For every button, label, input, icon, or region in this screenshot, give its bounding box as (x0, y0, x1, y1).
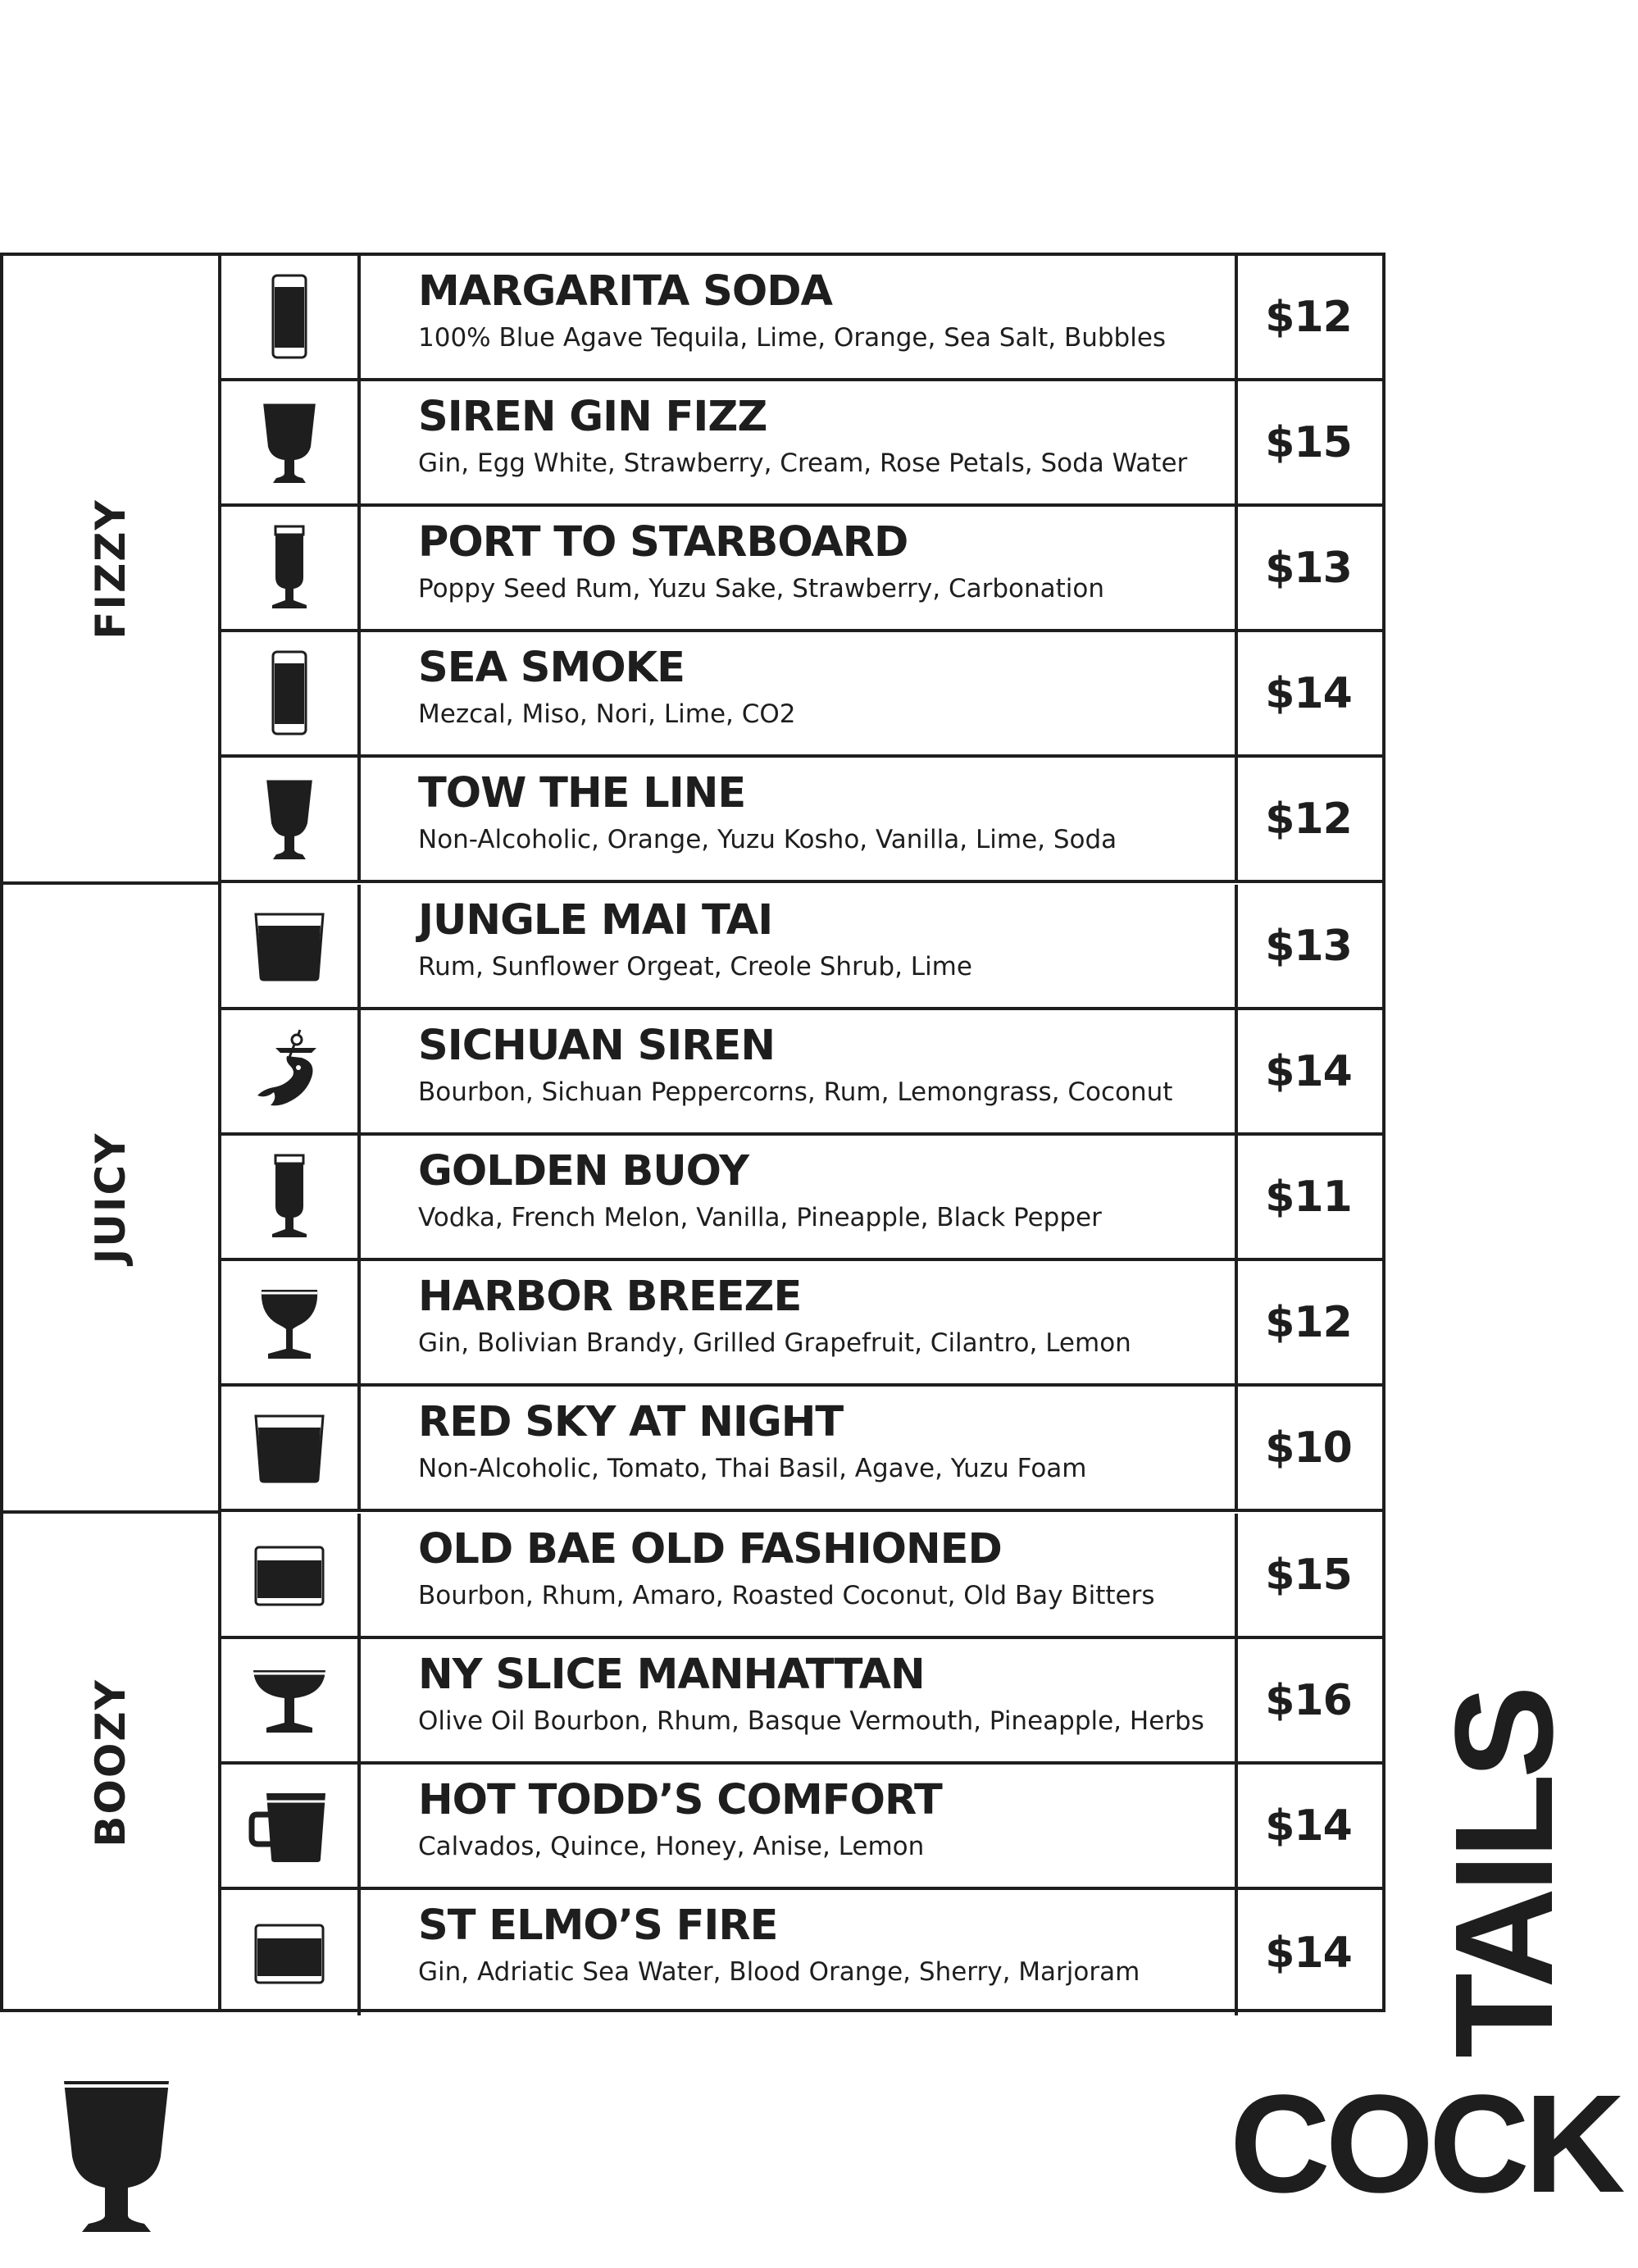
drink-ingredients: Bourbon, Sichuan Peppercorns, Rum, Lemongrass, Coconut (418, 1077, 1173, 1107)
drink-price: $12 (1235, 256, 1379, 378)
collins-glass-icon (265, 649, 314, 739)
drink-price: $13 (1235, 507, 1379, 629)
drink-text (418, 1901, 1287, 1988)
category-boozy (0, 1514, 221, 2012)
drink-price: $14 (1235, 1890, 1379, 2015)
drink-name: HARBOR BREEZE (418, 1273, 802, 1321)
menu-row (221, 256, 1382, 381)
drink-ingredients: Gin, Egg White, Strawberry, Cream, Rose Petals, Soda Water (418, 449, 1188, 478)
drink-text (418, 518, 1287, 605)
drink-ingredients: Poppy Seed Rum, Yuzu Sake, Strawberry, Carbonation (418, 574, 1104, 603)
drink-text (418, 393, 1287, 480)
menu-row (221, 1765, 1382, 1890)
glass-icon-cell (221, 1261, 361, 1383)
drink-price: $15 (1235, 381, 1379, 503)
drink-name: SIREN GIN FIZZ (418, 393, 767, 441)
drink-name: PORT TO STARBOARD (418, 518, 908, 567)
drink-text (418, 1273, 1287, 1359)
menu-row (221, 381, 1382, 507)
drink-ingredients: Gin, Bolivian Brandy, Grilled Grapefruit, Cilantro, Lemon (418, 1328, 1131, 1358)
category-label: JUICY (87, 1132, 134, 1264)
drink-name: JUNGLE MAI TAI (418, 896, 773, 945)
glass-icon-cell (221, 1387, 361, 1509)
drink-name: ST ELMO’S FIRE (418, 1901, 778, 1950)
rocks-glass-icon (253, 1920, 326, 1986)
menu-row (221, 1514, 1382, 1639)
menu-row (221, 507, 1382, 632)
drink-name: SICHUAN SIREN (418, 1022, 776, 1070)
drink-name: OLD BAE OLD FASHIONED (418, 1525, 1002, 1573)
footed-tall-glass-icon (261, 523, 318, 613)
drink-text (418, 1651, 1287, 1737)
drink-ingredients: Vodka, French Melon, Vanilla, Pineapple, Black Pepper (418, 1203, 1102, 1232)
drink-price: $16 (1235, 1639, 1379, 1761)
drink-ingredients: Gin, Adriatic Sea Water, Blood Orange, Sherry, Marjoram (418, 1957, 1140, 1987)
drink-name: NY SLICE MANHATTAN (418, 1651, 925, 1699)
drink-ingredients: Calvados, Quince, Honey, Anise, Lemon (418, 1832, 925, 1861)
tumbler-glass-icon (253, 1411, 326, 1485)
drink-price: $14 (1235, 1765, 1379, 1887)
goblet-glass-icon (257, 774, 322, 864)
glass-icon-cell (221, 1890, 361, 2015)
drink-text (418, 1398, 1287, 1485)
drink-price: $12 (1235, 1261, 1379, 1383)
drink-price: $15 (1235, 1514, 1379, 1636)
rocks-glass-icon (253, 1542, 326, 1608)
drink-text (418, 1525, 1287, 1612)
drink-name: MARGARITA SODA (418, 267, 833, 316)
drink-ingredients: Bourbon, Rhum, Amaro, Roasted Coconut, Old Bay Bitters (418, 1581, 1155, 1610)
glass-icon-cell (221, 632, 361, 754)
mug-glass-icon (248, 1787, 330, 1865)
menu-row (221, 1387, 1382, 1512)
menu-row (221, 1890, 1382, 2015)
glass-icon-cell (221, 758, 361, 880)
menu-row (221, 1639, 1382, 1765)
drink-text (418, 769, 1287, 856)
drink-price: $14 (1235, 1010, 1379, 1132)
goblet-glass-icon (59, 2074, 174, 2238)
cocktail-menu-table (0, 253, 1385, 2012)
glass-icon-cell (221, 256, 361, 378)
glass-icon-cell (221, 1136, 361, 1258)
drink-name: HOT TODD’S COMFORT (418, 1776, 942, 1824)
drink-ingredients: Olive Oil Bourbon, Rhum, Basque Vermouth, Pineapple, Herbs (418, 1706, 1204, 1736)
footed-tall-glass-icon (261, 1152, 318, 1242)
glass-icon-cell (221, 885, 361, 1007)
glass-icon-cell (221, 1639, 361, 1761)
wine-glass-icon (257, 1282, 322, 1364)
drink-ingredients: Rum, Sunflower Orgeat, Creole Shrub, Lime (418, 952, 972, 981)
drink-name: TOW THE LINE (418, 769, 746, 817)
drink-price: $11 (1235, 1136, 1379, 1258)
category-juicy (0, 885, 221, 1514)
drink-price: $14 (1235, 632, 1379, 754)
glass-icon-cell (221, 1765, 361, 1887)
menu-row (221, 1010, 1382, 1136)
drink-text (418, 1147, 1287, 1234)
mermaid-tiki-glass-icon (253, 1027, 326, 1117)
drink-name: GOLDEN BUOY (418, 1147, 749, 1195)
tumbler-glass-icon (253, 909, 326, 983)
drink-text (418, 896, 1287, 983)
category-label: BOOZY (87, 1678, 134, 1847)
drink-price: $13 (1235, 885, 1379, 1007)
drink-name: RED SKY AT NIGHT (418, 1398, 844, 1446)
wordmark-part-tails: TAILS (1426, 1690, 1582, 2058)
category-fizzy (0, 256, 221, 885)
menu-row (221, 1136, 1382, 1261)
drink-text (418, 1022, 1287, 1109)
drink-ingredients: Non-Alcoholic, Tomato, Thai Basil, Agave, Yuzu Foam (418, 1454, 1087, 1483)
glass-icon-cell (221, 1010, 361, 1132)
collins-glass-icon (265, 272, 314, 362)
drink-name: SEA SMOKE (418, 644, 685, 692)
goblet-glass-icon (257, 398, 322, 488)
drink-price: $10 (1235, 1387, 1379, 1509)
menu-row (221, 1261, 1382, 1387)
glass-icon-cell (221, 1514, 361, 1636)
menu-row (221, 758, 1382, 883)
drink-ingredients: 100% Blue Agave Tequila, Lime, Orange, Sea Salt, Bubbles (418, 323, 1167, 353)
wordmark-part-cock: COCK (1230, 2066, 1621, 2222)
glass-icon-cell (221, 507, 361, 629)
drink-text (418, 1776, 1287, 1863)
drink-text (418, 267, 1287, 354)
drink-ingredients: Non-Alcoholic, Orange, Yuzu Kosho, Vanilla, Lime, Soda (418, 825, 1117, 854)
coupe-glass-icon (250, 1664, 329, 1737)
drink-text (418, 644, 1287, 731)
drink-ingredients: Mezcal, Miso, Nori, Lime, CO2 (418, 699, 796, 729)
menu-row (221, 885, 1382, 1010)
glass-icon-cell (221, 381, 361, 503)
drink-price: $12 (1235, 758, 1379, 880)
menu-row (221, 632, 1382, 758)
category-label: FIZZY (87, 498, 134, 640)
